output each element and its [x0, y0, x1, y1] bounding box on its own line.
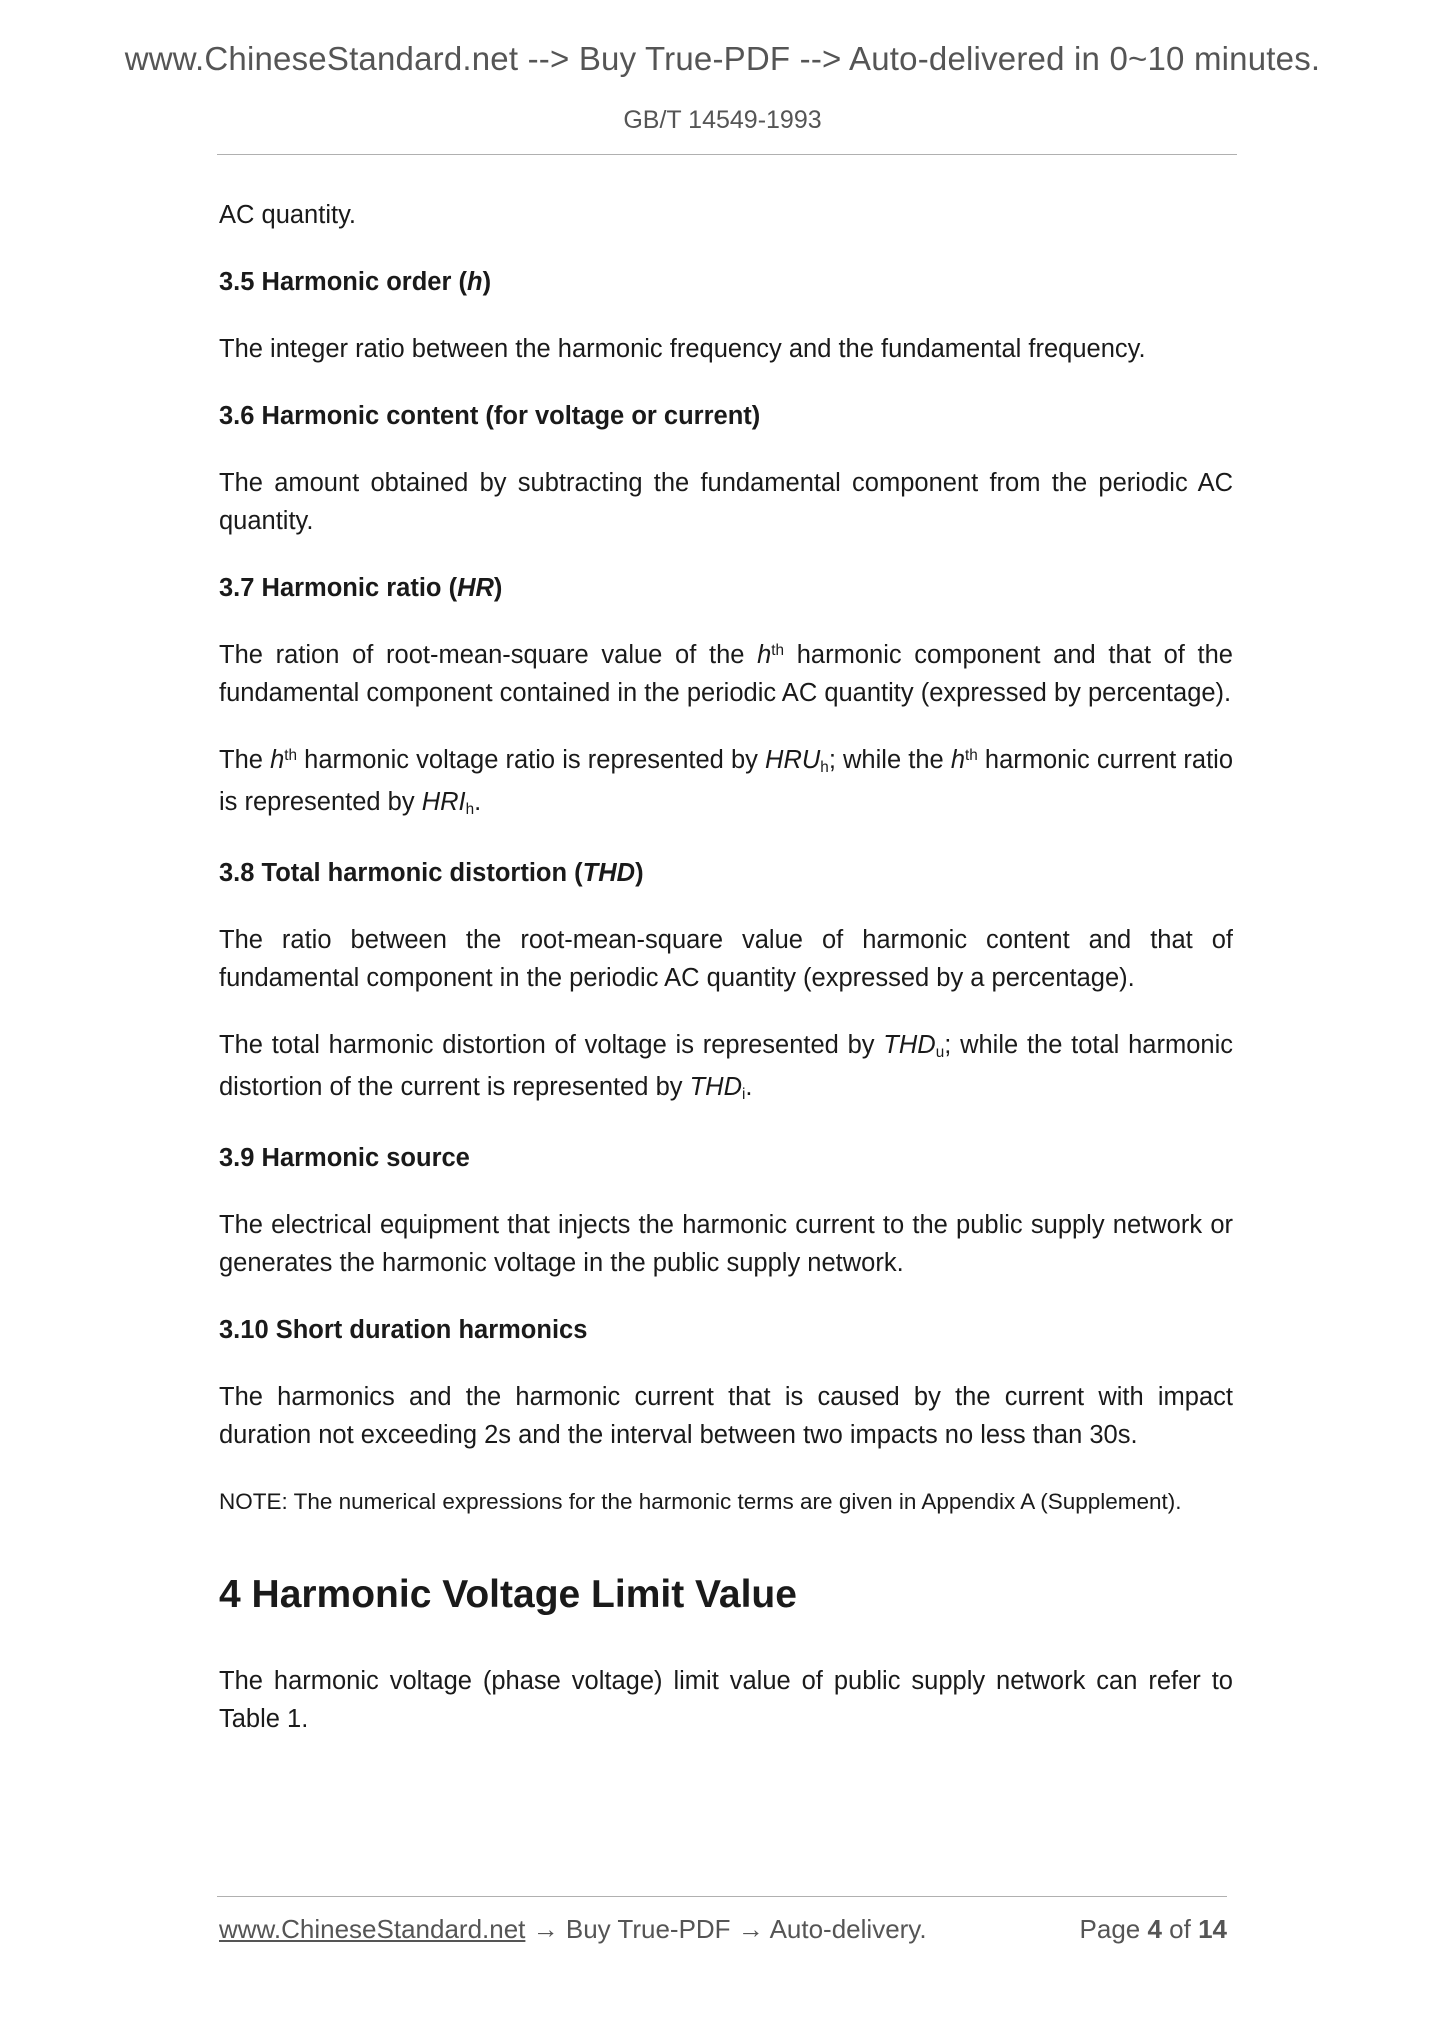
- footer-promo: www.ChineseStandard.net → Buy True-PDF → Auto-delivery.: [219, 1914, 927, 1944]
- site-banner: www.ChineseStandard.net --> Buy True-PDF --> Auto-delivered in 0~10 minutes.: [124, 40, 1321, 77]
- section-3-5-heading: 3.5 Harmonic order (h): [219, 268, 492, 296]
- section-3-6-text: The amount obtained by subtracting the fundamental component from the periodic AC quantity.: [219, 469, 1233, 535]
- page-number: Page 4 of 14: [1079, 1914, 1227, 1944]
- footer-site-link[interactable]: www.ChineseStandard.net: [219, 1914, 526, 1944]
- section-3-8-text: The ratio between the root-mean-square value of harmonic content and that of fundamental component in the periodic AC quantity (expressed by a percentage).: [219, 926, 1233, 992]
- chapter-4-heading: 4 Harmonic Voltage Limit Value: [219, 1573, 797, 1616]
- section-3-10-heading: 3.10 Short duration harmonics: [219, 1316, 588, 1344]
- section-3-7-heading: 3.7 Harmonic ratio (HR): [219, 574, 503, 602]
- note: NOTE: The numerical expressions for the harmonic terms are given in Appendix A (Supplement).: [219, 1489, 1182, 1514]
- section-3-5-text: The integer ratio between the harmonic frequency and the fundamental frequency.: [219, 335, 1146, 363]
- section-3-10-text: The harmonics and the harmonic current that is caused by the current with impact duration not exceeding 2s and the interval between two impacts no less than 30s.: [219, 1383, 1233, 1449]
- document-body: [219, 196, 1233, 1767]
- section-3-7-notation: The $h^{th}$ harmonic voltage ratio is represented by $HRU_h$; while the $h^{th}$ harmonic current ratio is represented by $HRI_h$.: [219, 746, 1233, 818]
- standard-code: GB/T 14549-1993: [623, 106, 822, 134]
- section-3-9-heading: 3.9 Harmonic source: [219, 1144, 470, 1172]
- continued-text: AC quantity.: [219, 201, 357, 229]
- section-3-8-heading: 3.8 Total harmonic distortion (THD): [219, 859, 644, 887]
- chapter-4-text: The harmonic voltage (phase voltage) limit value of public supply network can refer to Table 1.: [219, 1667, 1233, 1733]
- footer-divider: [217, 1896, 1227, 1897]
- section-3-8-notation: The total harmonic distortion of voltage is represented by $THD_u$; while the total harmonic distortion of the current is represented by $THD_i$.: [219, 1031, 1233, 1103]
- section-3-7-text: The ration of root-mean-square value of the $h^{th}$ harmonic component and that of the fundamental component contained in the periodic AC quantity (expressed by percentage).: [219, 641, 1233, 707]
- header-divider: [217, 154, 1237, 155]
- section-3-9-text: The electrical equipment that injects the harmonic current to the public supply network or generates the harmonic voltage in the public supply network.: [219, 1211, 1233, 1277]
- section-3-6-heading: 3.6 Harmonic content (for voltage or current): [219, 402, 761, 430]
